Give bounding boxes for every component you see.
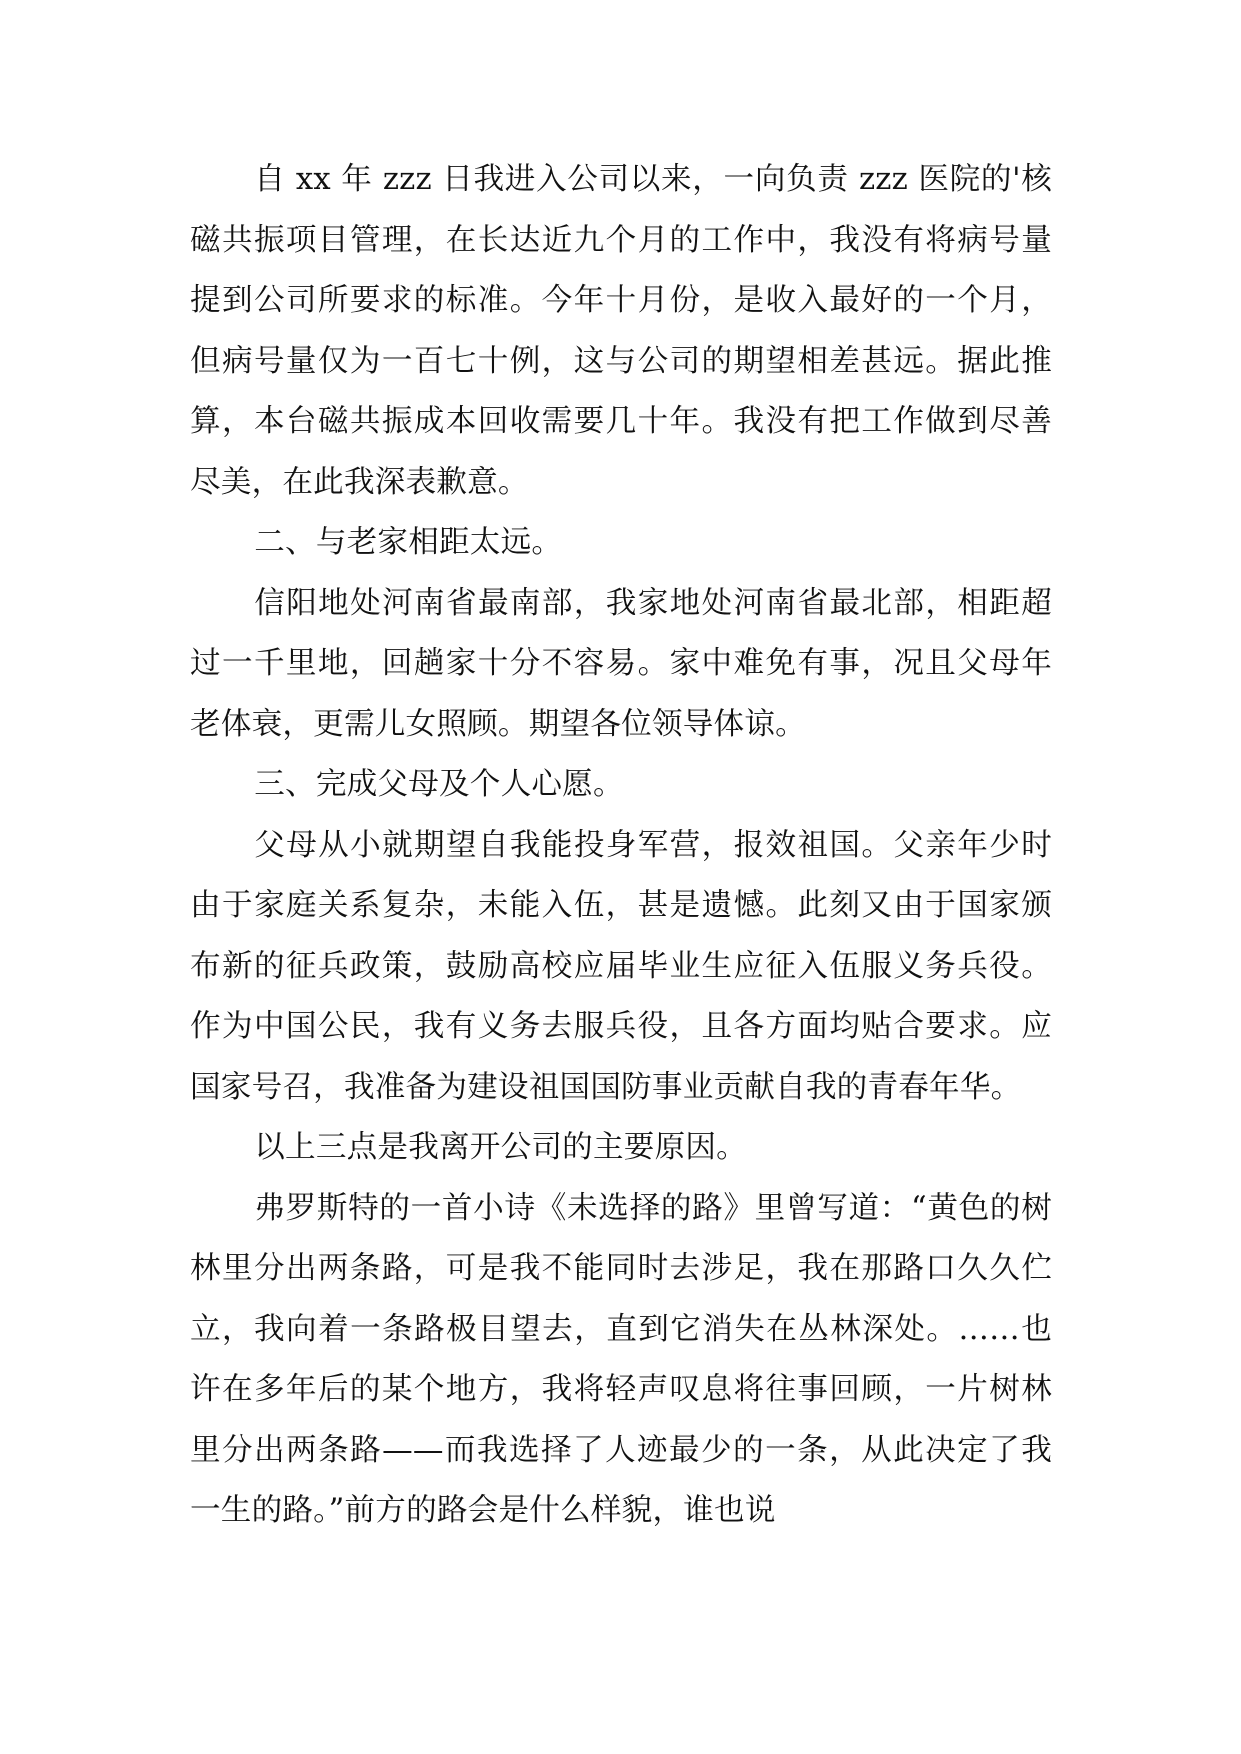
heading-reason-three: 三、完成父母及个人心愿。	[254, 767, 624, 802]
paragraph-frost-poem: 弗罗斯特的一首小诗《未选择的路》里曾写道：“黄色的树林里分出两条路，可是我不能同时去涉足，我在那路口久久伫立，我向着一条路极目望去，直到它消失在丛林深处。……也许在多年后的某个地方，我将轻声叹息将往事回顾，一片树林里分出两条路——而我选择了人迹最少的一条，从此决定了我一生的路。”前方的路会是什么样貌，谁也说	[190, 1190, 1052, 1528]
paragraph-summary: 以上三点是我离开公司的主要原因。	[254, 1130, 747, 1165]
paragraph-work-record: 自 xx 年 zzz 日我进入公司以来，一向负责 zzz 医院的'核磁共振项目管理，在长达近九个月的工作中，我没有将病号量提到公司所要求的标准。今年十月份，是收入最好的一个月，但病号量仅为一百七十例，这与公司的期望相差甚远。据此推算，本台磁共振成本回收需要几十年。我没有把工作做到尽善尽美，在此我深表歉意。	[190, 162, 1052, 500]
paragraph-military-service: 父母从小就期望自我能投身军营，报效祖国。父亲年少时由于家庭关系复杂，未能入伍，甚是遗憾。此刻又由于国家颁布新的征兵政策，鼓励高校应届毕业生应征入伍服义务兵役。作为中国公民，我有义务去服兵役，且各方面均贴合要求。应国家号召，我准备为建设祖国国防事业贡献自我的青春年华。	[190, 827, 1052, 1105]
paragraph-distance-from-home: 信阳地处河南省最南部，我家地处河南省最北部，相距超过一千里地，回趟家十分不容易。家中难免有事，况且父母年老体衰，更需儿女照顾。期望各位领导体谅。	[190, 585, 1052, 742]
document-body	[190, 150, 1052, 1542]
heading-reason-two: 二、与老家相距太远。	[254, 525, 563, 560]
